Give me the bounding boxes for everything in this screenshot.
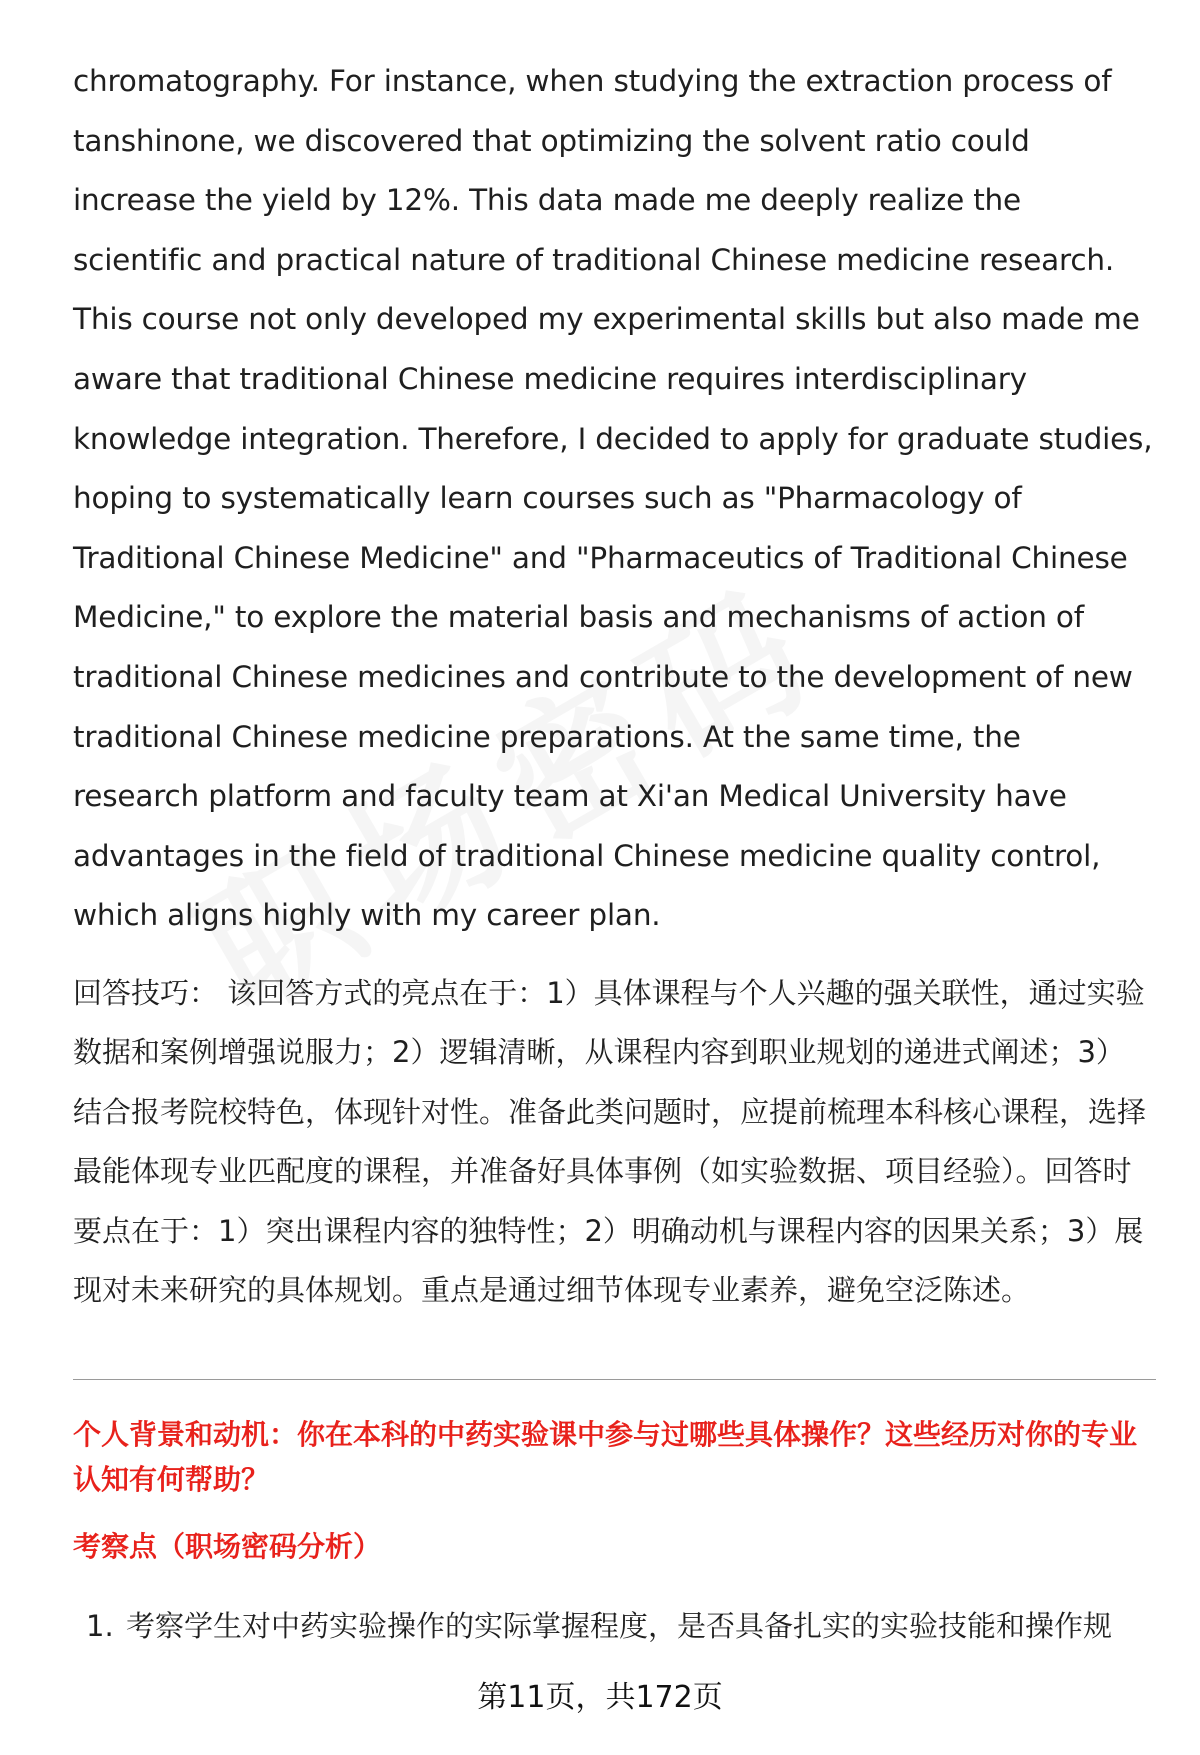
section-divider [73, 1379, 1156, 1380]
tips-label: 回答技巧： [73, 975, 219, 1010]
page-footer: 第11页，共172页 [477, 1680, 723, 1715]
page-content [73, 52, 1153, 1321]
list-item [86, 1606, 1166, 1646]
list-item-text: 考察学生对中药实验操作的实际掌握程度，是否具备扎实的实验技能和操作规 [126, 1609, 1113, 1643]
section-title: 考察点（职场密码分析） [73, 1530, 382, 1563]
answer-paragraph: chromatography. For instance, when studying the extraction process of tanshinone, we discovered that optimizing the solvent ratio could increase the yield by 12%. This data made me deeply realize the scientific and practical nature of traditional Chinese medicine research. This course not only developed my experimental skills but also made me aware that traditional Chinese medicine requires interdisciplinary knowledge integration. Therefore, I decided to apply for graduate studies, hoping to systematically learn courses such as "Pharmacology of Traditional Chinese Medicine" and "Pharmaceutics of Traditional Chinese Medicine," to explore the material basis and mechanisms of action of traditional Chinese medicines and contribute to the development of new traditional Chinese medicine preparations. At the same time, the research platform and faculty team at Xi'an Medical University have advantages in the field of traditional Chinese medicine quality control, which aligns highly with my career plan. [73, 64, 1153, 933]
question-heading: 个人背景和动机：你在本科的中药实验课中参与过哪些具体操作？这些经历对你的专业认知有何帮助？ [73, 1418, 1138, 1496]
list-item-number: 1. [86, 1609, 114, 1643]
answer-tips-paragraph [73, 964, 1153, 1321]
tips-text: 该回答方式的亮点在于：1）具体课程与个人兴趣的强关联性，通过实验数据和案例增强说服力；2）逻辑清晰，从课程内容到职业规划的递进式阐述；3）结合报考院校特色，体现针对性。准备此类问题时，应提前梳理本科核心课程，选择最能体现专业匹配度的课程，并准备好具体事例（如实验数据、项目经验）。回答时要点在于：1）突出课程内容的独特性；2）明确动机与课程内容的因果关系；3）展现对未来研究的具体规划。重点是通过细节体现专业素养，避免空泛陈述。 [73, 975, 1147, 1308]
